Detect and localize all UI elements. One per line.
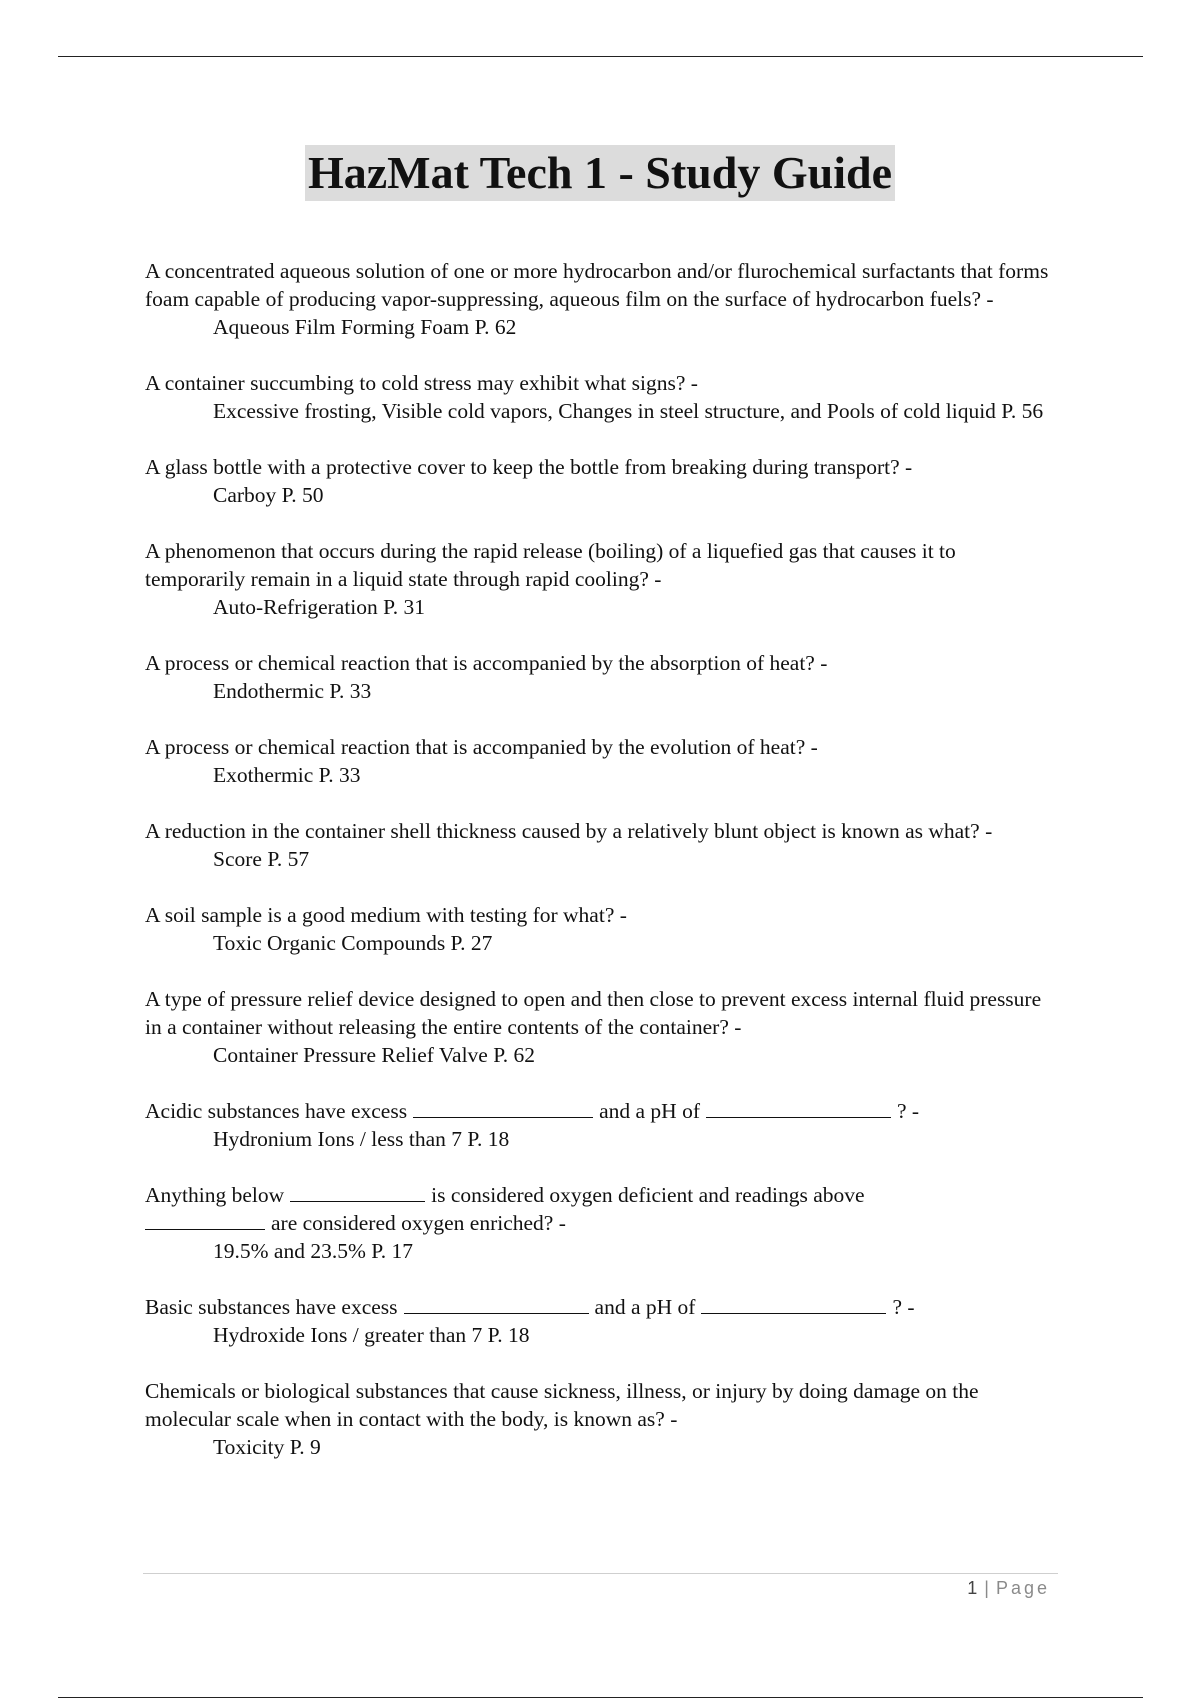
question-text: Acidic substances have excess xyxy=(145,1099,408,1123)
document-title: HazMat Tech 1 - Study Guide xyxy=(305,145,895,201)
qa-item xyxy=(145,985,1060,1069)
qa-item xyxy=(145,537,1060,621)
qa-item xyxy=(145,649,1060,705)
fill-blank xyxy=(706,1097,891,1118)
question-text: Basic substances have excess xyxy=(145,1295,398,1319)
question-text: ? - xyxy=(892,1295,915,1319)
answer: 19.5% and 23.5% P. 17 xyxy=(213,1239,414,1263)
question: A type of pressure relief device designed to open and then close to prevent excess internal fluid pressure in a container without releasing the entire contents of the container? - xyxy=(145,987,1042,1039)
qa-item xyxy=(145,817,1060,873)
answer: Auto-Refrigeration P. 31 xyxy=(213,595,425,619)
question-text: ? - xyxy=(897,1099,920,1123)
qa-item xyxy=(145,453,1060,509)
question xyxy=(145,1293,1060,1321)
question xyxy=(145,1181,1060,1237)
answer: Endothermic P. 33 xyxy=(213,679,372,703)
footer-separator: | xyxy=(984,1578,990,1598)
fill-blank xyxy=(404,1293,589,1314)
answer: Toxic Organic Compounds P. 27 xyxy=(213,931,493,955)
page-number: 1 xyxy=(967,1578,979,1598)
answer: Score P. 57 xyxy=(213,847,310,871)
answer: Hydroxide Ions / greater than 7 P. 18 xyxy=(213,1323,530,1347)
qa-item-oxygen xyxy=(145,1181,1060,1265)
qa-item-basic xyxy=(145,1293,1060,1349)
question: A glass bottle with a protective cover to keep the bottle from breaking during transport? - xyxy=(145,455,913,479)
study-guide-body xyxy=(145,257,1060,1489)
question: A process or chemical reaction that is accompanied by the absorption of heat? - xyxy=(145,651,828,675)
question: A phenomenon that occurs during the rapid release (boiling) of a liquefied gas that causes it to temporarily remain in a liquid state through rapid cooling? - xyxy=(145,539,956,591)
answer: Container Pressure Relief Valve P. 62 xyxy=(213,1043,536,1067)
answer: Hydronium Ions / less than 7 P. 18 xyxy=(213,1127,510,1151)
fill-blank xyxy=(701,1293,886,1314)
qa-item xyxy=(145,369,1060,425)
answer: Toxicity P. 9 xyxy=(213,1435,321,1459)
question: A soil sample is a good medium with testing for what? - xyxy=(145,903,627,927)
footer-rule xyxy=(143,1573,1058,1574)
qa-item-acidic xyxy=(145,1097,1060,1153)
fill-blank xyxy=(413,1097,593,1118)
question: A container succumbing to cold stress may exhibit what signs? - xyxy=(145,371,698,395)
question xyxy=(145,1097,1060,1125)
question-text: and a pH of xyxy=(594,1295,696,1319)
question-text: Anything below xyxy=(145,1183,285,1207)
question: Chemicals or biological substances that cause sickness, illness, or injury by doing damage on the molecular scale when in contact with the body, is known as? - xyxy=(145,1379,979,1431)
page-footer xyxy=(967,1578,1050,1599)
answer: Excessive frosting, Visible cold vapors, Changes in steel structure, and Pools of cold liquid P. 56 xyxy=(213,399,1044,423)
question-text: and a pH of xyxy=(599,1099,700,1123)
qa-item xyxy=(145,901,1060,957)
question: A process or chemical reaction that is accompanied by the evolution of heat? - xyxy=(145,735,818,759)
question-text: are considered oxygen enriched? - xyxy=(271,1211,566,1235)
question-text: is considered oxygen deficient and readings above xyxy=(431,1183,865,1207)
answer: Carboy P. 50 xyxy=(213,483,324,507)
qa-item xyxy=(145,257,1060,341)
fill-blank xyxy=(290,1181,425,1202)
top-rule xyxy=(58,56,1143,57)
question: A reduction in the container shell thickness caused by a relatively blunt object is known as what? - xyxy=(145,819,993,843)
bottom-rule xyxy=(58,1697,1143,1698)
answer: Aqueous Film Forming Foam P. 62 xyxy=(213,315,517,339)
question: A concentrated aqueous solution of one or more hydrocarbon and/or flurochemical surfactants that forms foam capable of producing vapor-suppressing, aqueous film on the surface of hydrocarbon fuels? - xyxy=(145,259,1049,311)
qa-item-toxicity xyxy=(145,1377,1060,1461)
answer: Exothermic P. 33 xyxy=(213,763,361,787)
qa-item xyxy=(145,733,1060,789)
page-label: Page xyxy=(995,1578,1050,1598)
fill-blank xyxy=(145,1209,265,1230)
